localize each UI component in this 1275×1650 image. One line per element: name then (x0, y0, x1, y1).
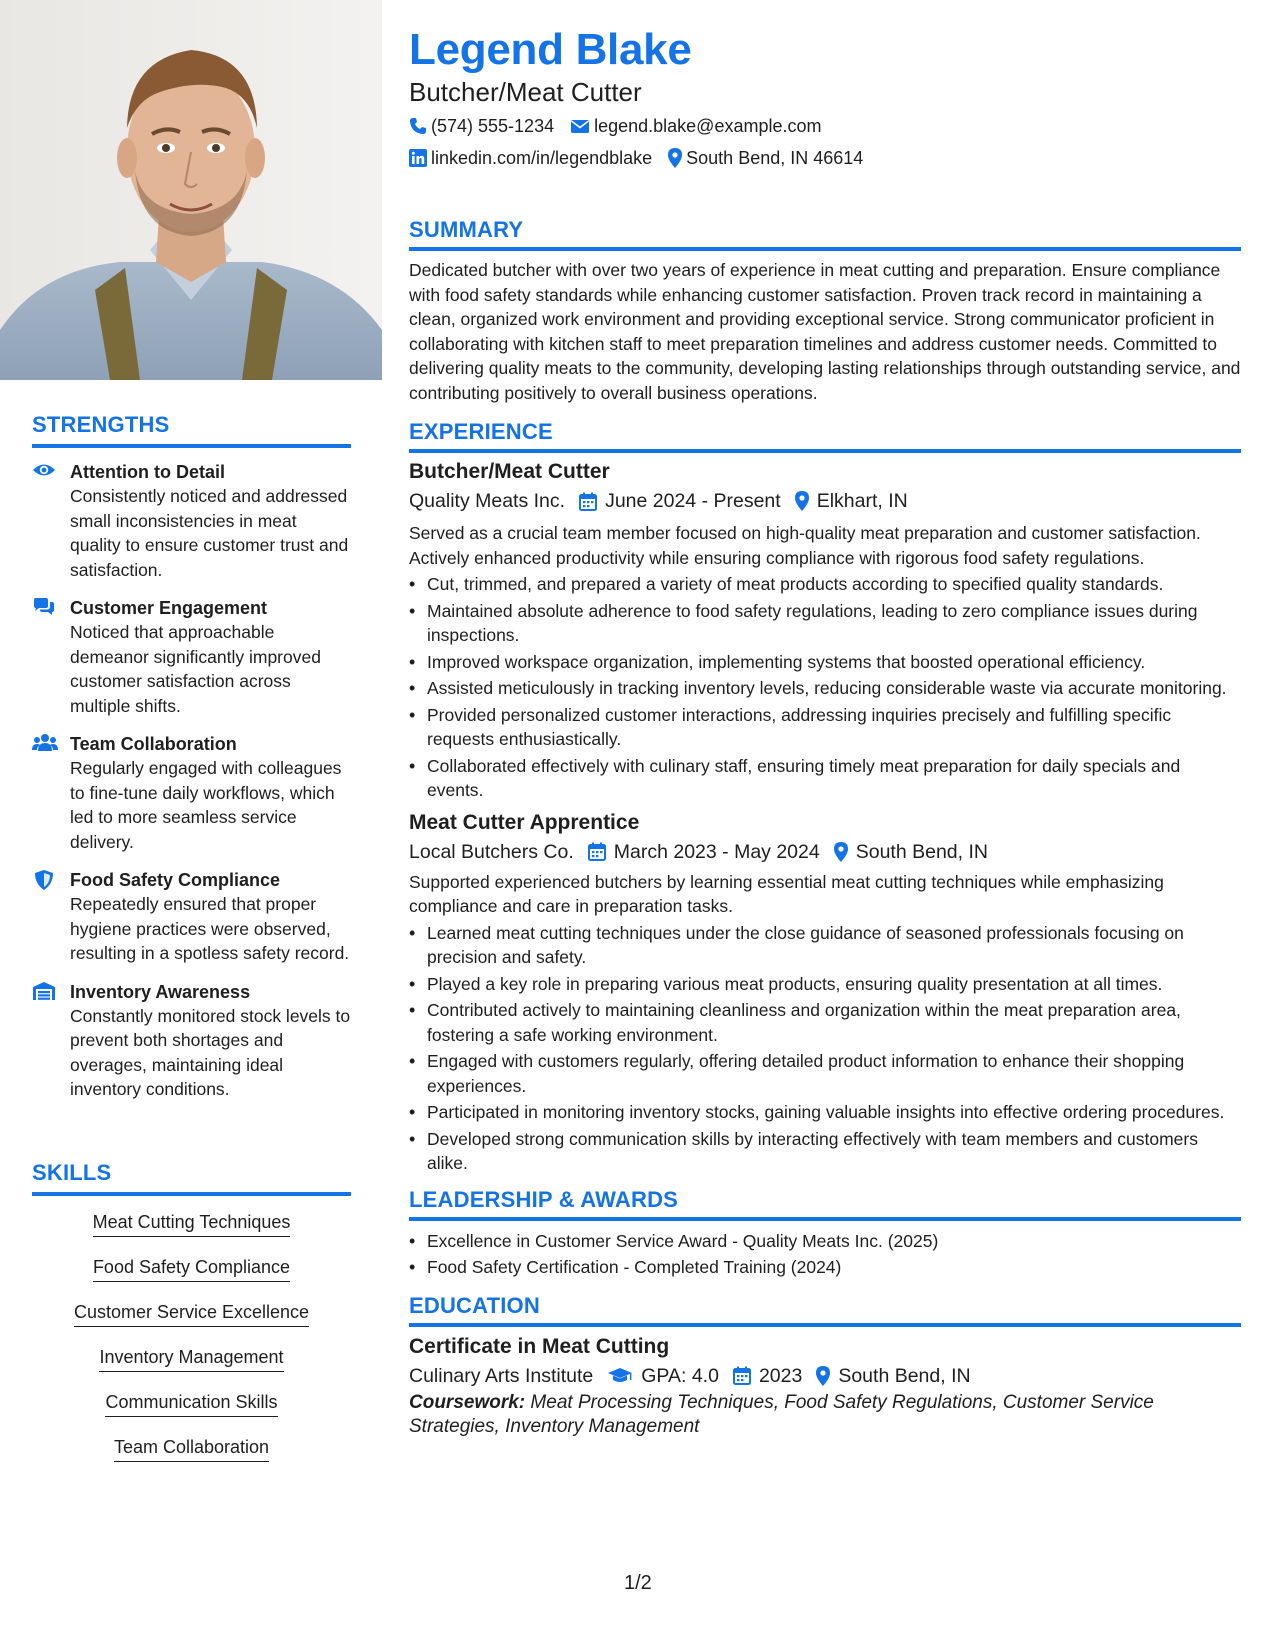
calendar-icon (579, 492, 597, 511)
job-bullets (409, 572, 1241, 803)
gpa (605, 1361, 719, 1391)
job-company: Local Butchers Co. (409, 840, 574, 863)
strength-title: Inventory Awareness (70, 981, 251, 1002)
skills-list (32, 1210, 351, 1480)
linkedin-icon (409, 149, 427, 167)
degree-title: Certificate in Meat Cutting (409, 1334, 670, 1358)
job-title: Butcher/Meat Cutter (409, 460, 610, 483)
job-bullet: • Cut, trimmed, and prepared a variety of meat products according to specified quality standards. (409, 572, 1241, 597)
job-bullet: • Contributed actively to maintaining cleanliness and organization within the meat preparation area, fostering a safe working environment. (409, 998, 1241, 1047)
job-description: Supported experienced butchers by learning essential meat cutting techniques while emphasizing compliance and care in preparation tasks. (409, 871, 1164, 916)
strength-title: Customer Engagement (70, 598, 268, 618)
users-icon (32, 733, 56, 753)
strength-title: Team Collaboration (70, 734, 237, 754)
phone-text: (574) 555-1234 (431, 115, 555, 136)
page-number: 1/2 (624, 1572, 652, 1594)
experience-rule (409, 449, 1241, 453)
candidate-title: Butcher/Meat Cutter (409, 77, 642, 107)
strength-desc: Regularly engaged with colleagues to fine-tune daily workflows, which led to more seamless service delivery. (70, 758, 342, 852)
email-contact[interactable] (570, 116, 821, 137)
graduation-cap-icon (607, 1367, 633, 1385)
job-location (793, 486, 908, 516)
job-bullet: • Collaborated effectively with culinary staff, ensuring timely meat preparation for daily specials and events. (409, 754, 1241, 803)
skills-section (32, 1160, 351, 1480)
education-year-text: 2023 (758, 1364, 803, 1387)
education-meta (409, 1361, 1241, 1391)
job-dates (577, 486, 781, 516)
experience-heading: EXPERIENCE (409, 419, 553, 444)
coursework-text: Meat Processing Techniques, Food Safety Regulations, Customer Service Strategies, Inventory Management (409, 1391, 1154, 1437)
job-dates-text: June 2024 - Present (605, 490, 781, 512)
education-heading: EDUCATION (409, 1292, 540, 1318)
awards-list (409, 1229, 1241, 1280)
strength-item (32, 596, 351, 718)
contact-row (409, 142, 1241, 174)
job-bullet: • Assisted meticulously in tracking inventory levels, reducing considerable waste via accurate monitoring. (409, 676, 1241, 701)
strengths-section (32, 412, 351, 1102)
calendar-icon (588, 842, 606, 861)
award-item: • Food Safety Certification - Completed Training (2024) (409, 1255, 1241, 1280)
education-location (814, 1361, 970, 1391)
strength-desc: Consistently noticed and addressed small inconsistencies in meat quality to ensure customer trust and satisfaction. (70, 486, 349, 580)
awards-rule (409, 1217, 1241, 1221)
envelope-icon (570, 118, 590, 134)
calendar-icon (733, 1366, 751, 1385)
profile-photo (0, 0, 382, 380)
summary-heading: SUMMARY (409, 217, 524, 242)
map-marker-icon (795, 491, 809, 511)
eye-icon (32, 461, 56, 481)
strengths-heading: STRENGTHS (32, 412, 170, 437)
award-item: • Excellence in Customer Service Award - Quality Meats Inc. (2025) (409, 1229, 1241, 1254)
coursework-label: Coursework: (409, 1391, 526, 1413)
map-marker-icon (668, 148, 682, 168)
job-location-text: South Bend, IN (855, 840, 988, 863)
location-contact (668, 148, 863, 169)
strength-desc: Repeatedly ensured that proper hygiene practices were observed, resulting in a spotless safety record. (70, 894, 350, 963)
map-marker-icon (834, 842, 848, 862)
job-bullet: • Improved workspace organization, implementing systems that boosted operational efficiency. (409, 650, 1241, 675)
skills-rule (32, 1192, 351, 1196)
job-bullet: • Developed strong communication skills by interacting effectively with team members and customers alike. (409, 1127, 1241, 1176)
coursework (409, 1391, 1241, 1440)
job-company: Quality Meats Inc. (409, 490, 566, 512)
left-column (0, 0, 382, 1650)
contact-row (409, 110, 1241, 142)
map-marker-icon (816, 1366, 830, 1386)
strength-title: Attention to Detail (70, 462, 225, 482)
skill-item: Team Collaboration (114, 1435, 269, 1462)
shield-icon (32, 869, 56, 889)
education-rule (409, 1323, 1241, 1327)
awards-heading: LEADERSHIP & AWARDS (409, 1186, 679, 1212)
job-entry (409, 809, 1241, 1176)
job-dates-text: March 2023 - May 2024 (613, 840, 820, 863)
education-section (409, 1292, 1241, 1440)
job-meta (409, 486, 1241, 516)
job-dates (586, 837, 820, 867)
skill-item: Communication Skills (105, 1390, 277, 1417)
candidate-name: Legend Blake (409, 25, 692, 74)
job-meta (409, 837, 1241, 867)
summary-rule (409, 247, 1241, 251)
skill-item: Inventory Management (99, 1345, 283, 1372)
linkedin-text: linkedin.com/in/legendblake (431, 147, 653, 168)
experience-section (409, 418, 1241, 1176)
job-bullet: • Maintained absolute adherence to food safety regulations, leading to zero compliance issues during inspections. (409, 599, 1241, 648)
job-bullet: • Participated in monitoring inventory stocks, gaining valuable insights into effective ordering procedures. (409, 1100, 1241, 1125)
strength-title: Food Safety Compliance (70, 870, 281, 890)
education-location-text: South Bend, IN (838, 1364, 971, 1387)
school-name: Culinary Arts Institute (409, 1364, 594, 1387)
summary-text: Dedicated butcher with over two years of experience in meat cutting and preparation. Ensure compliance with food safety standards while enhancing customer satisfaction. Proven track record in maintaining a clean, organized work environment and providing exceptional service. Strong communicator proficient in collaborating with kitchen staff to meet preparation timelines and address customer needs. Committed to delivering quality meats to the community, developing lasting relationships through outstanding service, and contributing positively to overall business operations. (409, 260, 1241, 403)
job-location-text: Elkhart, IN (816, 490, 908, 512)
education-year (731, 1361, 802, 1391)
summary-section (409, 216, 1241, 405)
job-description: Served as a crucial team member focused on high-quality meat preparation and customer satisfaction. Actively enhanced productivity while ensuring compliance with rigorous food safety regulations. (409, 523, 1201, 568)
strength-item (32, 868, 351, 966)
right-column (409, 24, 1241, 1440)
strength-item (32, 732, 351, 854)
location-text: South Bend, IN 46614 (686, 147, 864, 168)
skill-item: Meat Cutting Techniques (93, 1210, 291, 1237)
strength-desc: Constantly monitored stock levels to prevent both shortages and overages, maintaining ideal inventory conditions. (70, 1005, 351, 1099)
job-location (832, 837, 988, 867)
job-bullet: • Engaged with customers regularly, offering detailed product information to enhance their shopping experiences. (409, 1049, 1241, 1098)
skills-heading: SKILLS (32, 1160, 112, 1185)
skill-item: Customer Service Excellence (74, 1300, 309, 1327)
job-bullets (409, 921, 1241, 1176)
linkedin-contact[interactable] (409, 148, 652, 169)
gpa-text: GPA: 4.0 (641, 1364, 719, 1387)
strength-item (32, 980, 351, 1102)
job-bullet: • Learned meat cutting techniques under the close guidance of seasoned professionals focusing on precision and safety. (409, 921, 1241, 970)
skill-item: Food Safety Compliance (93, 1255, 290, 1282)
job-bullet: • Played a key role in preparing various meat products, ensuring quality presentation at all times. (409, 972, 1241, 997)
email-text: legend.blake@example.com (594, 115, 822, 136)
phone-contact[interactable] (409, 116, 554, 137)
warehouse-icon (32, 981, 56, 1001)
job-title: Meat Cutter Apprentice (409, 810, 640, 834)
job-entry (409, 458, 1241, 803)
strengths-rule (32, 444, 351, 448)
comments-icon (32, 597, 56, 617)
strength-item (32, 460, 351, 582)
awards-section (409, 1186, 1241, 1280)
strength-desc: Noticed that approachable demeanor significantly improved customer satisfaction across multiple shifts. (70, 622, 321, 716)
phone-icon (409, 117, 427, 135)
job-bullet: • Provided personalized customer interactions, addressing inquiries precisely and fulfilling specific requests enthusiastically. (409, 703, 1241, 752)
